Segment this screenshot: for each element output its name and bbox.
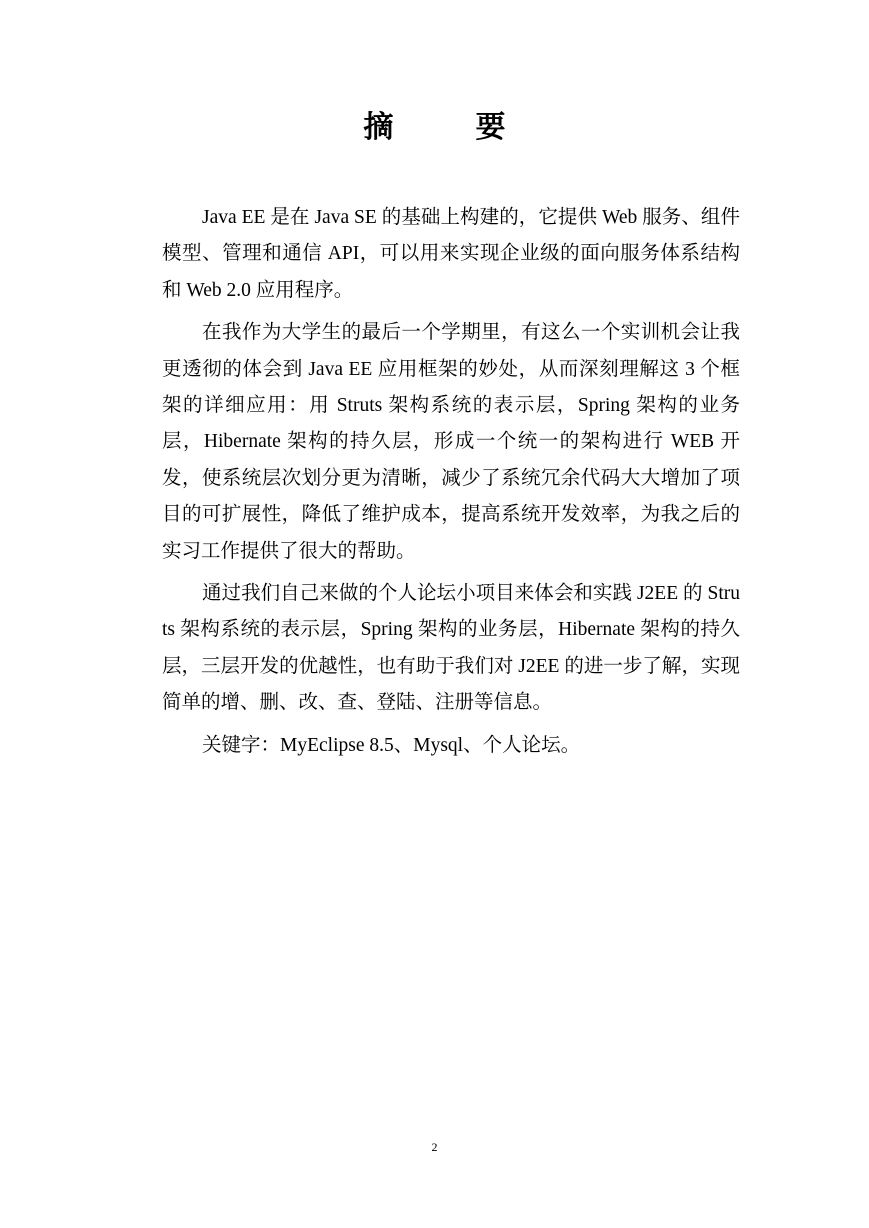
page-title: [0, 106, 869, 150]
paragraph-keywords: 关键字：MyEclipse 8.5、Mysql、个人论坛。: [202, 734, 581, 756]
page-number: 2: [431, 1140, 438, 1154]
abstract-body: [162, 200, 740, 770]
paragraph-experience: 在我作为大学生的最后一个学期里，有这么一个实训机会让我更透彻的体会到 Java EE 应用框架的妙处，从而深刻理解这 3 个框架的详细应用：用 Struts 架构系统的表示层，Spring 架构的业务层，Hibernate 架构的持久层，形成一个统一的架构进行 WEB 开发，使系统层次划分更为清晰，减少了系统冗余代码大大增加了项目的可扩展性，降低了维护成本，提高系统开发效率，为我之后的实习工作提供了很大的帮助。: [162, 322, 740, 562]
title-char-2: 要: [475, 110, 506, 145]
title-char-1: 摘: [363, 110, 394, 145]
paragraph-project: 通过我们自己来做的个人论坛小项目来体会和实践 J2EE 的 Struts 架构系统的表示层，Spring 架构的业务层，Hibernate 架构的持久层，三层开发的优越性，也有助于我们对 J2EE 的进一步了解，实现简单的增、删、改、查、登陆、注册等信息。: [162, 583, 740, 714]
paragraph-intro: Java EE 是在 Java SE 的基础上构建的，它提供 Web 服务、组件模型、管理和通信 API，可以用来实现企业级的面向服务体系结构和 Web 2.0 应用程序。: [162, 207, 740, 301]
